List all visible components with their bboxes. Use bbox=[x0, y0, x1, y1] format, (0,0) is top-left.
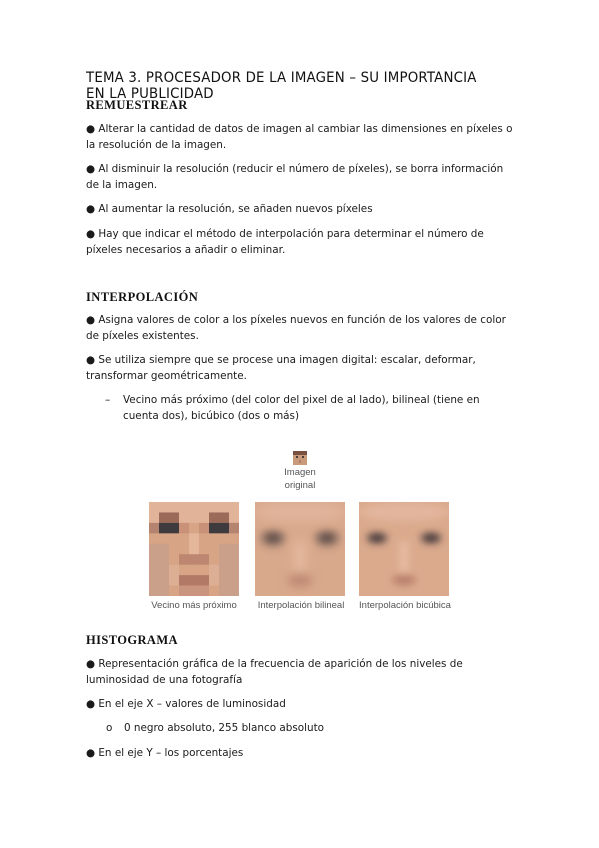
bullet-remuestrear-3: ● Al aumentar la resolución, se añaden nuevos píxeles bbox=[86, 203, 373, 215]
caption-bilinear: Interpolación bilineal bbox=[257, 600, 345, 611]
bullet-interpolacion-1: ● Asigna valores de color a los píxeles nuevos en función de los valores de color de píxeles existentes. bbox=[86, 314, 506, 342]
interpolation-figure bbox=[145, 445, 475, 615]
sub-item-metodos bbox=[105, 393, 525, 424]
page-title: TEMA 3. PROCESADOR DE LA IMAGEN – SU IMPORTANCIA EN LA PUBLICIDAD bbox=[86, 70, 477, 102]
bullet-remuestrear-1: ● Alterar la cantidad de datos de imagen al cambiar las dimensiones en píxeles o la resolución de la imagen. bbox=[86, 123, 513, 151]
caption-nearest-neighbor: Vecino más próximo bbox=[151, 600, 237, 611]
bilinear-image bbox=[255, 502, 345, 596]
caption-bicubic: Interpolación bicúbica bbox=[359, 600, 451, 611]
dash-marker: – bbox=[105, 394, 111, 406]
sub-item-luminosidad bbox=[106, 721, 526, 737]
original-label-1: Imagen bbox=[284, 467, 316, 478]
sub-item-metodos-text: Vecino más próximo (del color del pixel de al lado), bilineal (tiene en cuenta dos), bicúbico (dos o más) bbox=[123, 394, 480, 422]
bullet-histograma-2: ● En el eje X – valores de luminosidad bbox=[86, 698, 286, 710]
bullet-histograma-3: ● En el eje Y – los porcentajes bbox=[86, 747, 244, 759]
bullet-remuestrear-2: ● Al disminuir la resolución (reducir el número de píxeles), se borra información de la imagen. bbox=[86, 163, 504, 191]
heading-interpolacion: INTERPOLACIÓN bbox=[86, 290, 199, 304]
original-image-thumbnail bbox=[293, 451, 307, 465]
bullet-interpolacion-2: ● Se utiliza siempre que se procese una imagen digital: escalar, deformar, transformar geométricamente. bbox=[86, 354, 476, 382]
heading-histograma: HISTOGRAMA bbox=[86, 633, 178, 647]
nearest-neighbor-image bbox=[149, 502, 239, 596]
bullet-histograma-1: ● Representación gráfica de la frecuencia de aparición de los niveles de luminosidad de una fotografía bbox=[86, 658, 463, 686]
sub-item-luminosidad-text: 0 negro absoluto, 255 blanco absoluto bbox=[124, 722, 325, 734]
original-label-2: original bbox=[284, 480, 316, 491]
bullet-remuestrear-4: ● Hay que indicar el método de interpolación para determinar el número de píxeles necesarios a añadir o eliminar. bbox=[86, 228, 484, 256]
bicubic-image bbox=[359, 502, 449, 596]
heading-remuestrear: REMUESTREAR bbox=[86, 98, 188, 112]
circle-marker: o bbox=[106, 722, 113, 734]
